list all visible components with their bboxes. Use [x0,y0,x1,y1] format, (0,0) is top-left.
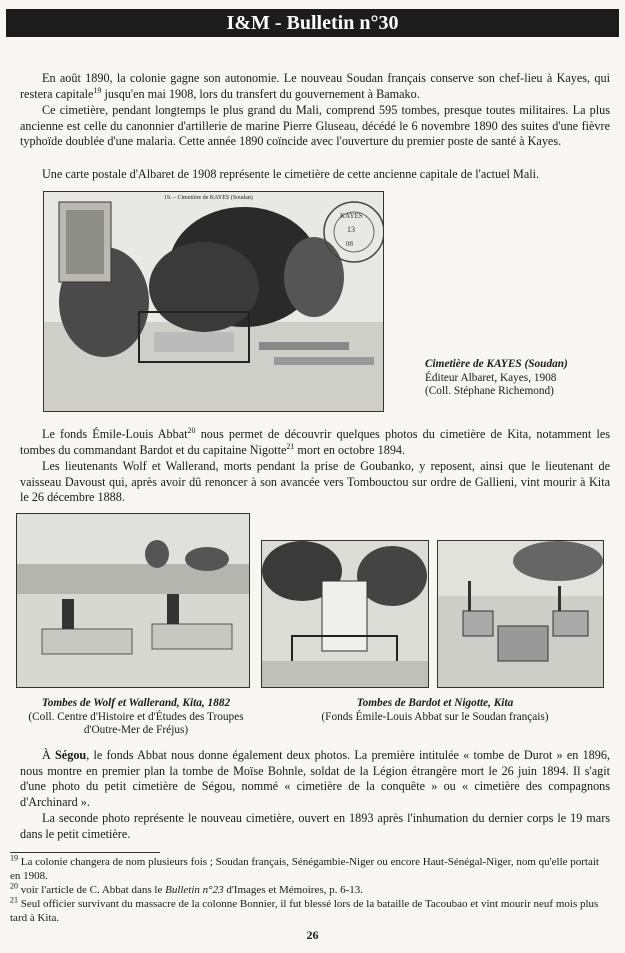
footnote-20: $^{20}$ voir l'article de C. Abbat dans le Bulletin n°23 d'Images et Mémoires, p. 6-13. [10,881,364,896]
footnote-divider [10,852,160,853]
bardot-photo-1-drawing [262,541,428,687]
footnote-21: $^{21}$ Seul officier survivant du massacre de la colonne Bonnier, il fut blessé lors de la bataille de Tacoubao et vint mourir neuf mois plus tard à Kita. [10,895,599,924]
caption-title: Cimetière de KAYES (Soudan) [425,358,568,370]
bardot-nigotte-tombs-photo-2 [437,540,604,688]
footnote-ref-21: 21 [286,441,295,451]
postmark-text-top: KAYES [340,212,363,220]
paragraph-7: La seconde photo représente le nouveau cimetière, ouvert en 1893 après l'inhumation du dernier corps le 19 mars dans le petit cimetière. [20,811,610,841]
footnote-ref-19: 19 [93,85,102,95]
segou-bold: Ségou [55,748,87,762]
paragraph-6: À Ségou, le fonds Abbat nous donne également deux photos. La première intitulée « tombe de Durot » en 1896, nous montre en premier plan la tombe de Moïse Bohnle, soldat de la Légion étrangère mort le 26 juin 1894. Il s'agit d'une photo du petit cimetière de Ségou, nommé « cimetière de la conquête » ou « cimetière des compagnons d'Archinard ». [20,748,610,809]
bulletin-header [6,9,619,37]
wolf-wallerand-caption: Tombes de Wolf et Wallerand, Kita, 1882 (Coll. Centre d'Histoire et d'Études des Troupes d'Outre-Mer de Fréjus) [28,697,244,736]
paragraph-4: Le fonds Émile-Louis Abbat$^{20}$ nous permet de découvrir quelques photos du cimetière de Kita, notamment les tombes du commandant Bardot et du capitaine Nigotte$^{21}$ mort en octobre 1894. [20,425,610,457]
wolf-photo-drawing [17,514,249,687]
wolf-wallerand-tombs-photo [16,513,250,688]
paragraph-5: Les lieutenants Wolf et Wallerand, morts pendant la prise de Goubanko, y reposent, ainsi que le lieutenant de vaisseau Davoust qui, après avoir dû renoncer à son avancée vers Tombouctou sur ordre de Gallieni, vint mourir à Kita le 26 décembre 1888. [20,459,610,505]
paragraph-2: Ce cimetière, pendant longtemps le plus grand du Mali, comprend 595 tombes, presque toutes militaires. La plus ancienne est celle du canonnier d'artillerie de marine Pierre Gluseau, décédé le 6 novembre 1890 des suites d'une fièvre typhoïde doublée d'une malaria. Cette année 1890 coïncide avec l'ouverture du premier poste de santé à Kayes. [20,103,610,149]
footnote-ref-20: 20 [187,425,196,435]
page-number: 26 [306,928,319,942]
footnote-19: $^{19}$ La colonie changera de nom plusieurs fois ; Soudan français, Sénégambie-Niger ou encore Haut-Sénégal-Niger, nom qu'elle portait en 1908. [10,853,599,882]
bardot-photo-2-drawing [438,541,603,687]
postmark-text-bot: 08 [346,240,353,248]
paragraph-1: En août 1890, la colonie gagne son autonomie. Le nouveau Soudan français conserve son chef-lieu à Kayes, qui restera capitale$^{19}$ jusqu'en mai 1908, lors du transfert du gouvernement à Bamako. [20,71,610,101]
postcard-printed-title: 19. – Cimetière de KAYES (Soudan) [164,195,253,201]
kayes-cemetery-postcard [43,191,384,412]
kayes-photo-caption: Cimetière de KAYES (Soudan) Éditeur Albaret, Kayes, 1908 (Coll. Stéphane Richemond) [425,358,615,399]
paragraph-3: Une carte postale d'Albaret de 1908 représente le cimetière de cette ancienne capitale de l'actuel Mali. [42,167,540,181]
bardot-nigotte-tombs-photo-1 [261,540,429,688]
postmark-text-mid: 13 [347,225,355,234]
bardot-nigotte-caption: Tombes de Bardot et Nigotte, Kita (Fonds Émile-Louis Abbat sur le Soudan français) [321,697,549,723]
header-title: I&M - Bulletin n°30 [226,12,399,34]
kayes-photo-drawing [44,192,383,411]
